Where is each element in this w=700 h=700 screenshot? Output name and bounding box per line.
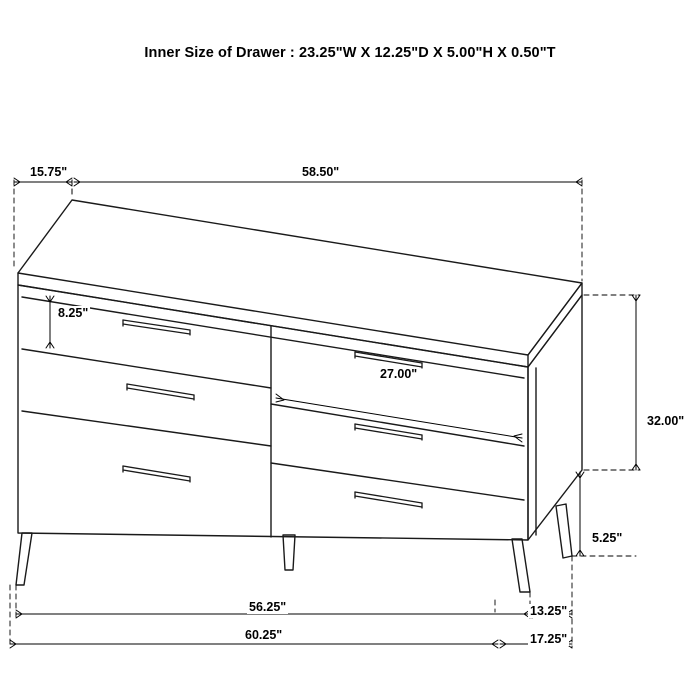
drawer-pull-left-3 — [123, 466, 190, 482]
leg-front-left — [16, 533, 32, 585]
leg-front-right — [512, 539, 530, 592]
drawer-split-right-1 — [271, 404, 524, 446]
top-rail-front — [22, 297, 524, 378]
leg-back-right — [556, 504, 572, 558]
dimension-label-overall-width: 60.25" — [245, 628, 283, 642]
dimension-label-leg-height: 5.25" — [592, 531, 623, 545]
drawer-pull-left-2 — [127, 384, 194, 400]
dimension-label-depth-top-left: 15.75" — [30, 165, 68, 179]
extension-lines — [10, 180, 640, 648]
drawer-pull-right-2 — [355, 424, 422, 440]
page-title: Inner Size of Drawer : 23.25"W X 12.25"D X 5.00"H X 0.50"T — [144, 45, 556, 61]
leg-center-back — [283, 535, 295, 570]
drawer-split-right-2 — [271, 463, 524, 500]
dimension-label-drawer-width: 27.00" — [380, 367, 418, 381]
dresser-top-surface — [18, 200, 582, 355]
dimension-label-base-depth: 13.25" — [530, 604, 568, 618]
dimension-label-width-top: 58.50" — [302, 165, 340, 179]
dimension-label-drawer-height: 8.25" — [58, 306, 89, 320]
dresser-top-right-edge — [528, 283, 582, 367]
drawer-split-left-2 — [22, 411, 271, 446]
dimension-label-overall-depth: 17.25" — [530, 632, 568, 646]
dimension-label-base-width: 56.25" — [249, 600, 287, 614]
dimension-label-total-height: 32.00" — [647, 414, 685, 428]
drawer-split-left-1 — [22, 349, 271, 388]
dresser-top-front-edge — [18, 273, 528, 367]
drawer-pull-right-3 — [355, 492, 422, 508]
cabinet-front-face — [18, 285, 528, 540]
